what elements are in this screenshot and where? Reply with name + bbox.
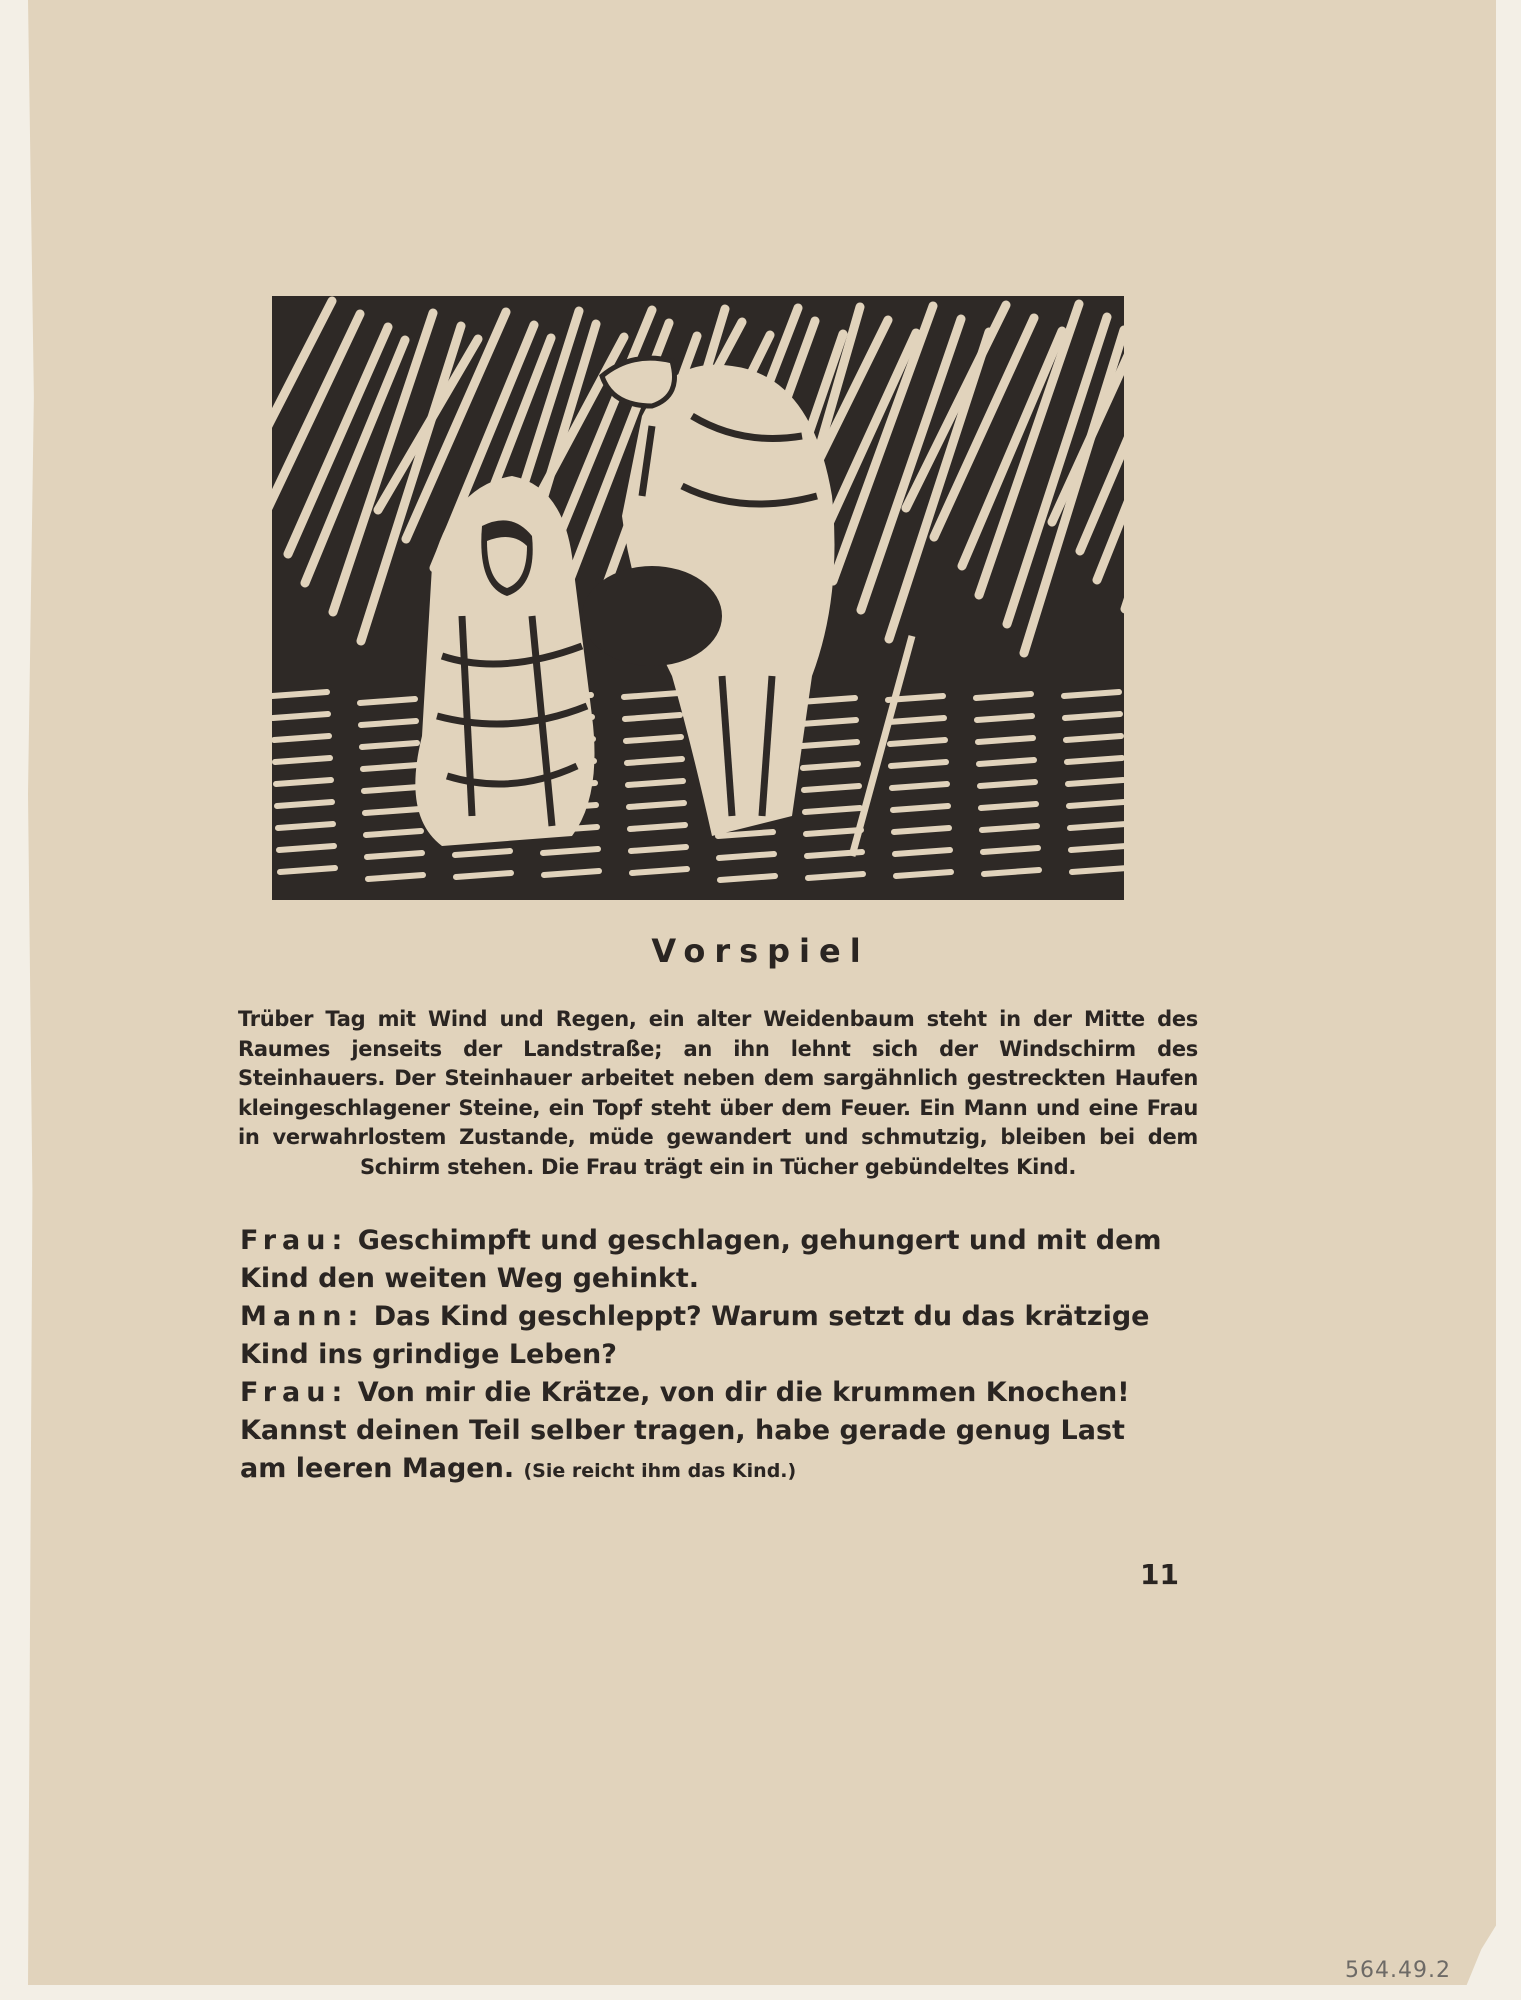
speech: Das Kind geschleppt? Warum setzt du das krätzige Kind ins grindige Leben? — [240, 1301, 1150, 1370]
woodcut-illustration — [272, 296, 1124, 900]
dialogue-line — [240, 1374, 1170, 1490]
accession-number: 564.49.2 — [1345, 1958, 1451, 1983]
section-title: Vorspiel — [651, 932, 870, 970]
speaker: Frau: — [240, 1225, 349, 1256]
dialogue-line — [240, 1298, 1170, 1374]
speaker: Mann: — [240, 1301, 365, 1332]
dialogue-line — [240, 1222, 1170, 1298]
speaker: Frau: — [240, 1377, 349, 1408]
speech: Von mir die Krätze, von dir die krummen Knochen! Kannst deinen Teil selber tragen, habe gerade genug Last am leeren Magen. — [240, 1377, 1130, 1484]
stage-aside: (Sie reicht ihm das Kind.) — [523, 1460, 797, 1482]
dialogue — [240, 1222, 1170, 1490]
speech: Geschimpft und geschlagen, gehungert und mit dem Kind den weiten Weg gehinkt. — [240, 1225, 1162, 1294]
page-number: 11 — [1140, 1558, 1179, 1591]
stage-direction: Trüber Tag mit Wind und Regen, ein alter Weidenbaum steht in der Mitte des Raumes jenseits der Landstraße; an ihn lehnt sich der Windschirm des Steinhauers. Der Steinhauer arbeitet neben dem sargähnlich gestreckten Haufen kleingeschlagener Steine, ein Topf steht über dem Feuer. Ein Mann und eine Frau in verwahrlostem Zustande, müde gewandert und schmutzig, bleiben bei dem Schirm stehen. Die Frau trägt ein in Tücher gebündeltes Kind. — [238, 1007, 1198, 1179]
